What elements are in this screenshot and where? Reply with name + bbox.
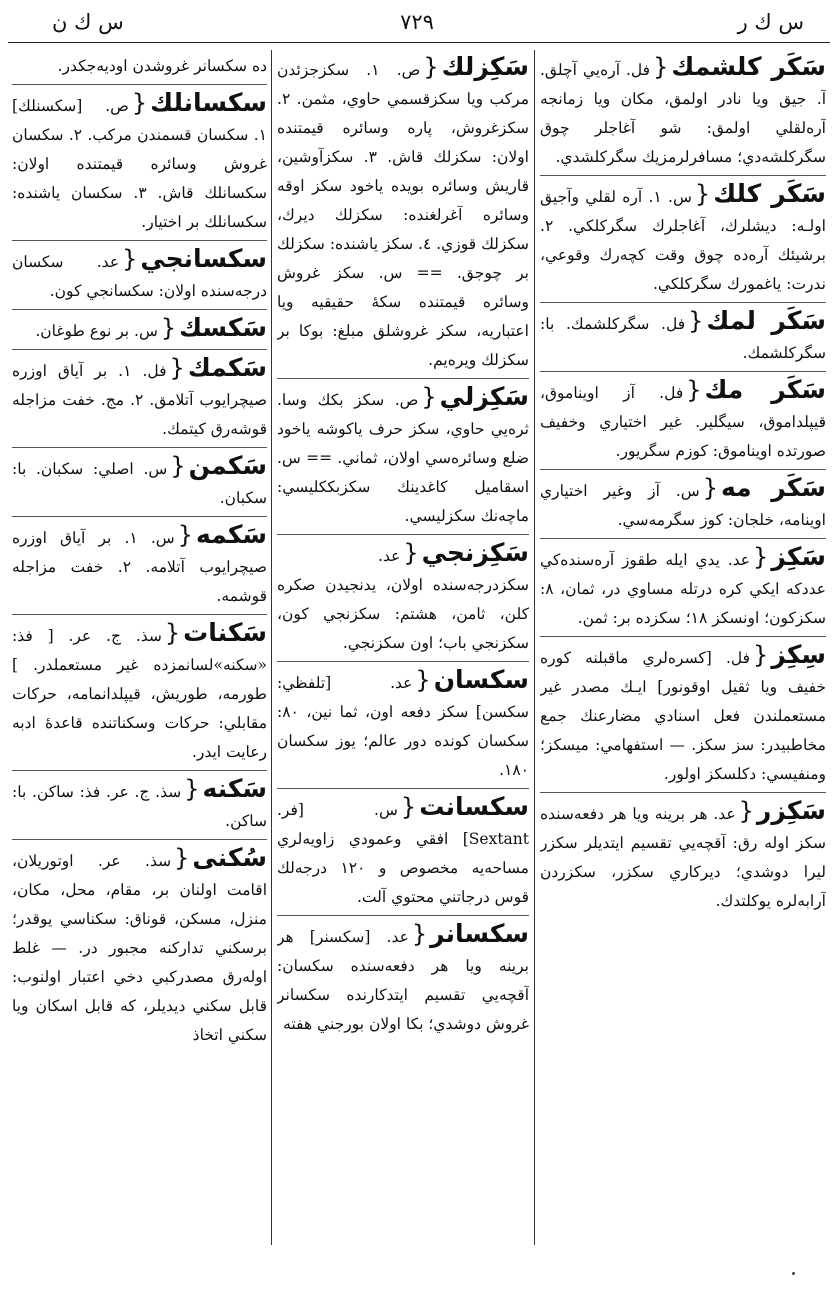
entry-headword: سَكِزر [756, 796, 826, 825]
brace-glyph: { [411, 920, 428, 948]
entry-definition: ص. ١. سكزجزئدن مركب ويا سكزقسمي حاوي، مثمن. ٢. سكزغروش، پاره وسائره قيمتنده اولان: سكزلك قاش. ٣. سكزآوشين، قاريش وسائره بويده ياخود سكز اوقه وسائره آغرلغنده: سكزلك ديرك، سكزلك قوزي. ٤. سكز ياشنده: سكزلك بر چوجق. == س. سكز غروش وسائره قيمتنده سكهٔ حقيقيه ويا اعتباريه، سكز غروشلق مبلغ: بوكا بر سكزلك ويره‌يم. [277, 61, 529, 369]
brace-glyph: { [400, 793, 417, 821]
dictionary-entry [12, 843, 267, 1053]
column-divider-left [271, 50, 272, 1245]
entry-definition: ده سكسانر غروشدن اوديه‌جكدر. [57, 57, 267, 75]
entry-headword: سَكمن [188, 451, 267, 480]
column-middle [277, 52, 529, 1242]
entry-headword: سكسانجي [140, 244, 267, 273]
page-header [12, 6, 822, 40]
stray-mark [792, 1272, 795, 1275]
dictionary-entry [277, 792, 529, 916]
column-left [12, 52, 267, 1242]
dictionary-entry [540, 179, 826, 303]
entry-definition: ص. سكز بكك وسا. ثره‌يي حاوي، سكز حرف ياكوشه ياخود ضلع وسائره‌سي اولان، ثماني. == س. اسقاميل كاغدينك سكزبككليسي: ماچه‌نك سكزليسي. [277, 391, 529, 525]
entry-definition: فل. آره‌يي آچلق. آ. جيق ويا نادر اولمق، مكان ويا زمانجه آره‌لقلي اولمق: شو آغاجلر چوق سگركلشه‌دي؛ مسافرلرمزيك سگركلشدي. [540, 61, 826, 166]
column-right [540, 52, 826, 1242]
entry-definition: س. ١. بر آياق اوزره صيچرايوب آتلامه. ٢. خفت مزاجله قوشمه. [12, 529, 267, 605]
dictionary-entry [12, 451, 267, 517]
entry-headword: سكسان [433, 665, 529, 694]
entry-definition: عد. [تلفظي: سكسن] سكز دفعه اون، ثما نين، ٨٠: سكسان كونده دور عالم؛ يوز سكسان ١٨٠. [277, 674, 529, 779]
entry-definition: سذ. ج. عر. [ فذ: «سكنه»لسانمزده غير مستعملدر. ] طورمه، طوريش، قيپلدانمامه، حركات مقابلي: حركات وسكناتنده قاعدهٔ ادبه رعايت ايدر. [12, 627, 267, 761]
entry-headword: سَكَر كلك [713, 179, 826, 208]
entry-definition: عد. يدي ايله طقوز آره‌سنده‌كي عددكه ايكي كره درتله مساوي در، ثمان، ٨: سكزكون؛ اونسكز ١٨؛ سكزده بر: ثمن. [540, 551, 826, 627]
entry-definition: س. اصلي: سكبان. با: سكبان. [12, 460, 267, 507]
header-rule [8, 42, 830, 43]
brace-glyph: { [160, 314, 177, 342]
page-number: ٧٢٩ [400, 10, 434, 34]
dictionary-entry [12, 353, 267, 448]
dictionary-entry [277, 665, 529, 789]
entry-definition: س. ١. آره لقلي وآجيق اولـه: ديشلرك، آغاجلرك سگركلكي. ٢. برشيئك آره‌ده چوق وقت كچه‌رك وقوعي، ندرت: ياغمورك سگركلكي. [540, 188, 826, 293]
dictionary-entry [540, 306, 826, 372]
entry-headword: سَكِزلي [439, 382, 529, 411]
dictionary-entry [540, 473, 826, 539]
entry-definition: سذ. عر. اوتوريلان، اقامت اولنان بر، مقام، محل، مكان، منزل، مسكن، قوناق: سكناسي يوقدر؛ برسكني تداركنه مجبور در. — غلط اوله‌رق مصدركبي دخي اعتبار اولنوب: قابل سكني ديديلر، كه قابل اسكان ويا سكني اتخاذ [12, 852, 267, 1044]
brace-glyph: { [688, 307, 704, 335]
entry-headword: سِكِز [771, 640, 826, 669]
brace-glyph: { [403, 539, 419, 567]
brace-glyph: { [421, 383, 437, 411]
brace-glyph: { [177, 521, 193, 549]
dictionary-entry [12, 774, 267, 840]
brace-glyph: { [131, 89, 148, 117]
dictionary-entry [12, 88, 267, 241]
entry-headword: سَكمك [187, 353, 267, 382]
dictionary-entry [540, 542, 826, 637]
brace-glyph: { [169, 354, 185, 382]
brace-glyph: { [753, 641, 769, 669]
entry-definition: فل. [كسره‌لري ماقبلنه كوره خفيف ويا ثقيل اوقونور] ايـك مصدر غير مستعملندن فعل اسنادي مضارعنك جمع مخاطبيدر: سز سكز. — استفهامي: ميسكز؛ ومنفيسي: دكلسكز اولور. [540, 649, 826, 783]
entry-definition: س. بر نوع طوغان. [35, 322, 158, 340]
brace-glyph: { [653, 53, 669, 81]
entry-headword: سَكنات [183, 618, 267, 647]
dictionary-entry [277, 538, 529, 662]
brace-glyph: { [122, 245, 138, 273]
entry-definition: عد. [سكسنر] هر برينه ويا هر دفعه‌سنده سكسان: آقچه‌يي تقسيم ايتدكارنده سكسانر غروش دوشدي؛ بكا اولان بورجني هفته‌ [277, 928, 529, 1033]
entry-definition: فل. ١. بر آياق اوزره صيچرايوب آتلامق. ٢. مج. خفت مزاجله قوشه‌رق كيتمك. [12, 362, 267, 438]
entry-headword: سَكَر مك [704, 375, 826, 404]
entry-headword: سَكنه [202, 774, 267, 803]
entry-definition: فل. سگركلشمك. با: سگركلشمك. [540, 315, 826, 362]
brace-glyph: { [738, 797, 754, 825]
entry-headword: سَكِزنجي [421, 538, 529, 567]
column-divider-right [534, 50, 535, 1245]
entry-headword: سَكِزلك [441, 52, 529, 81]
dictionary-entry [277, 382, 529, 535]
dictionary-entry [540, 640, 826, 793]
entry-definition: فل. آز اويناموق، قيپلداموق، سيگلير. غير اختياري وخفيف صورتده اويناموق: كوزم سگريور. [540, 384, 826, 460]
brace-glyph: { [164, 619, 181, 647]
entry-headword: سَكَر كلشمك [671, 52, 826, 81]
dictionary-entry [277, 919, 529, 1042]
entry-definition: سذ. ج. عر. فذ: ساكن. با: ساكن. [12, 783, 267, 830]
entry-definition: س. [فر. Sextant] افقي وعمودي زاويه‌لري مساحه‌يه مخصوص و ١٢٠ درجه‌لك قوس درجاتني محتوي آلت. [277, 801, 529, 906]
dictionary-entry [540, 375, 826, 470]
entry-headword: سُكنى [192, 843, 267, 872]
brace-glyph: { [694, 180, 711, 208]
entry-definition: س. آز وغير اختياري اوينامه، خلجان: كوز سگرمه‌سي. [540, 482, 826, 529]
dictionary-entry [540, 796, 826, 919]
dictionary-entry [12, 618, 267, 771]
entry-headword: سَكَر لمك [706, 306, 826, 335]
dictionary-entry [277, 52, 529, 379]
entry-definition: عد. سكسان درجه‌سنده اولان: سكسانجي كون. [12, 253, 267, 300]
entry-definition: عد. هر برينه ويا هر دفعه‌سنده سكز اوله رق: آقچه‌يي تقسيم ايتديلر سكزر ليرا دوشدي؛ ديركاري سكزر، سكزردن آرابه‌لره يوكلتدك. [540, 805, 826, 910]
brace-glyph: { [686, 376, 702, 404]
entry-headword: سَكِز [771, 542, 826, 571]
dictionary-entry [540, 52, 826, 176]
brace-glyph: { [184, 775, 200, 803]
dictionary-entry [12, 520, 267, 615]
entry-headword: سَكسك [179, 313, 267, 342]
dictionary-entry-continuation [12, 52, 267, 85]
entry-definition: عد. سكزدرجه‌سنده اولان، يدنجيدن صكره كلن، ثامن، هشتم: سكزنجي كون، سكزنجي باب؛ اون سكزنجي. [277, 547, 529, 652]
entry-headword: سكسانت [419, 792, 529, 821]
brace-glyph: { [702, 474, 718, 502]
brace-glyph: { [415, 666, 431, 694]
brace-glyph: { [174, 844, 190, 872]
entry-headword: سكسانلك [150, 88, 267, 117]
brace-glyph: { [753, 543, 769, 571]
header-left-letters: س ك ن [52, 10, 124, 34]
brace-glyph: { [170, 452, 186, 480]
dictionary-entry [12, 244, 267, 310]
entry-headword: سَكَر مه [721, 473, 826, 502]
brace-glyph: { [423, 53, 439, 81]
entry-definition: ص. [سكسنلك] ١. سكسان قسمندن مركب. ٢. سكسان غروش وسائره قيمتنده اولان: سكسانلك قاش. ٣. سكسان ياشنده: سكسانلك بر اختيار. [12, 97, 267, 231]
dictionary-entry [12, 313, 267, 350]
entry-headword: سكسانر [430, 919, 529, 948]
header-right-letters: س ك ر [737, 10, 804, 34]
entry-headword: سَكمه [195, 520, 267, 549]
